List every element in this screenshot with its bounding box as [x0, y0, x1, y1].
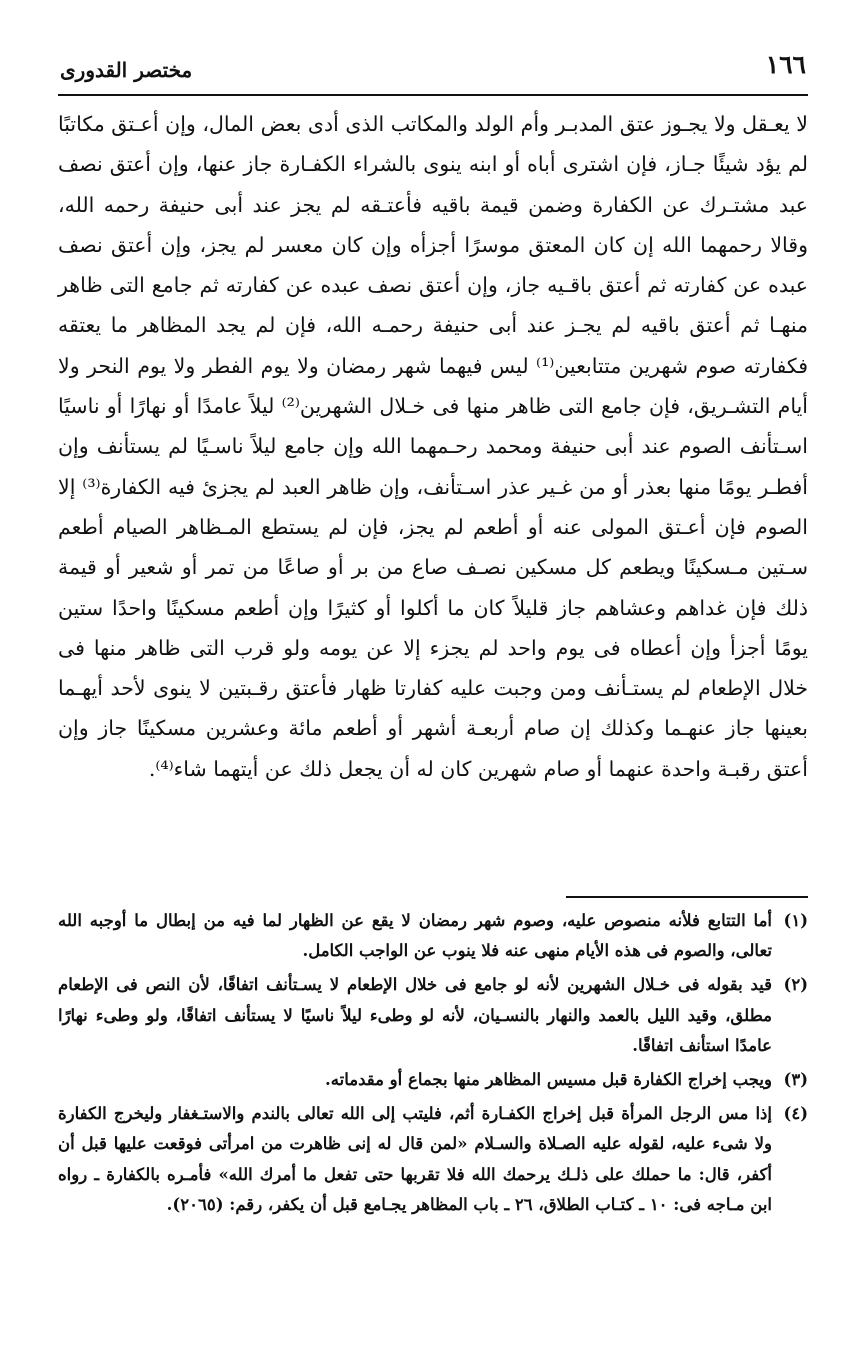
footnote-text: ويجب إخراج الكفارة قبل مسيس المظاهر منها بجماع أو مقدماته.: [325, 1070, 772, 1090]
footnote-3: [58, 1065, 808, 1095]
footnote-1: [58, 906, 808, 966]
footnote-number: (٣): [783, 1070, 808, 1090]
footnote-2: [58, 970, 808, 1061]
footnote-text: أما التتابع فلأنه منصوص عليه، وصوم شهر رمضان لا يقع عن الظهار لما فيه من إبطال ما أوجبه الله تعالى، والصوم فى هذه الأيام منهى عنه فلا ينوب عن الواجب الكامل.: [58, 911, 772, 961]
page-header: [58, 48, 808, 96]
footnote-4: [58, 1099, 808, 1220]
footnotes-list: [58, 906, 808, 1224]
footnote-text: قيد بقوله فى خـلال الشهرين لأنه لو جامع فى خلال الإطعام لا يسـتأنف اتفاقًا، لأن النص فى الإطعام مطلق، وقيد الليل بالعمد والنهار بالنسـيان، لأنه لو وطىء ليلاً ناسيًا لا يستأنف اتفاقًا، ولو وطىء نهارًا عامدًا استأنف اتفاقًا.: [58, 975, 772, 1055]
footnote-separator: [566, 896, 808, 898]
main-text: لا يعـقل ولا يجـوز عتق المدبـر وأم الولد والمكاتب الذى أدى بعض المال، وإن أعـتق مكاتبًا لم يؤد شيئًا جـاز، فإن اشترى أباه أو ابنه ينوى بالشراء الكفـارة جاز عنها، وإن أعتق نصف عبد مشتـرك عن الكفارة وضمن قيمة باقيه فأعتـقه لم يجز عند أبى حنيفة رحمه الله، وقالا رحمهما الله إن كان المعتق موسرًا أجزأه وإن كان معسر لم يجز، وإن أعتق نصف عبده عن كفارته ثم أعتق باقـيه جاز، وإن أعتق نصف عبده عن كفارته ثم جامع التى ظاهر منهـا ثم أعتق باقيه لم يجـز عند أبى حنيفة رحمـه الله، فإن لم يجد المظاهر ما يعتقه فكفارته صوم شهرين متتابعين⁽¹⁾ ليس فيهما شهر رمضان ولا يوم الفطر ولا يوم النحر ولا أيام التشـريق، فإن جامع التى ظاهر منها فى خـلال الشهرين⁽²⁾ ليلاً عامدًا أو نهارًا أو ناسيًا اسـتأنف الصوم عند أبى حنيفة ومحمد رحـمهما الله وإن جامع ليلاً ناسـيًا لم يستأنف وإن أفطـر يومًا منها بعذر أو من غـير عذر اسـتأنف، وإن ظاهر العبد لم يجزئ فيه الكفارة⁽³⁾ إلا الصوم فإن أعـتق المولى عنه أو أطعم لم يجز، فإن لم يستطع المـظاهر الصيام أطعم سـتين مـسكينًا ويطعم كل مسكين نصـف صاع من بر أو صاعًا من تمر أو شعير أو قيمة ذلك فإن غداهم وعشاهم جاز قليلاً كان ما أكلوا أو كثيرًا وإن أطعم مسكينًا واحدًا ستين يومًا أجزأ وإن أعطاه فى يوم واحد لم يجزء إلا عن يومه ولو قرب التى ظاهر منها فى خلال الإطعام لم يستـأنف ومن وجبت عليه كفارتا ظهار فأعتق رقـبتين لا ينوى لأحد أيهـما بعينها جاز عنهـما وكذلك إن صام أربعـة أشهر أو أطعم مائة وعشرين مسكينًا جاز وإن أعتق رقبـة واحدة عنهما أو صام شهرين كان له أن يجعل ذلك عن أيتهما شاء⁽⁴⁾.: [58, 112, 808, 781]
footnote-number: (٤): [783, 1104, 808, 1124]
footnote-number: (١): [783, 911, 808, 930]
footnote-number: (٢): [783, 975, 808, 995]
footnote-text: إذا مس الرجل المرأة قبل إخراج الكفـارة أثم، فليتب إلى الله تعالى بالندم والاستـغفار وليخرج الكفارة ولا شىء عليه، لقوله عليه الصـلاة والسـلام «لمن قال له إنى ظاهرت من امرأتى فوقعت عليها قبل أن أكفر، قال: ما حملك على ذلـك يرحمك الله فلا تقربها حتى تفعل ما أمرك الله» فأمـره بالكفارة ـ رواه ابن مـاجه فى: ١٠ ـ كتـاب الطلاق، ٢٦ ـ باب المظاهر يجـامع قبل أن يكفر، رقم: (٢٠٦٥).: [58, 1104, 772, 1214]
running-title: مختصر القدورى: [60, 58, 193, 82]
page-number: ١٦٦: [765, 50, 806, 79]
